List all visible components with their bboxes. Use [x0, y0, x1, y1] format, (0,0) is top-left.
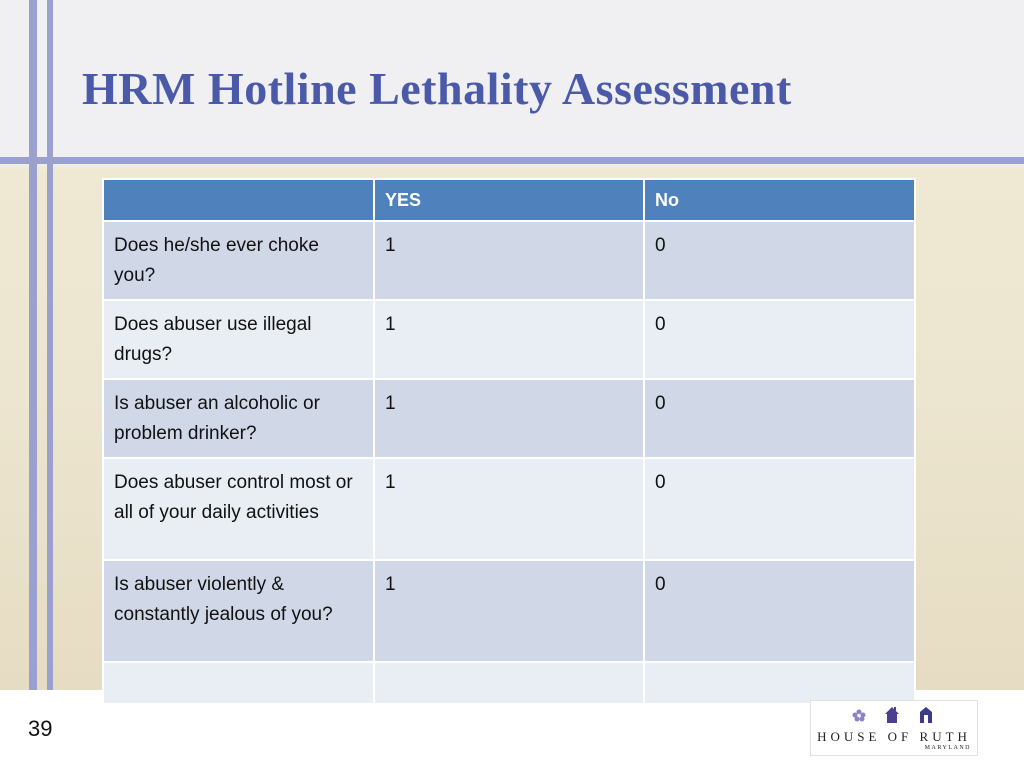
yes-cell: 1	[374, 379, 644, 458]
question-cell: Does he/she ever choke you?	[103, 221, 374, 300]
flower-icon	[853, 710, 866, 722]
yes-cell: 1	[374, 300, 644, 379]
logo-subtitle: MARYLAND	[924, 745, 971, 751]
header-cell-yes: YES	[374, 179, 644, 221]
question-cell: Does abuser use illegal drugs?	[103, 300, 374, 379]
vertical-accent-bar-left	[29, 0, 37, 690]
table-header-row	[103, 179, 915, 221]
logo-icons	[811, 704, 977, 726]
yes-cell: 1	[374, 560, 644, 662]
table-row-empty	[103, 662, 915, 704]
yes-cell: 1	[374, 458, 644, 560]
question-cell: Is abuser violently & constantly jealous of you?	[103, 560, 374, 662]
no-cell: 0	[644, 221, 915, 300]
question-cell: Does abuser control most or all of your daily activities	[103, 458, 374, 560]
header-cell-question	[103, 179, 374, 221]
table-row	[103, 458, 915, 560]
horizontal-accent-bar	[0, 157, 1024, 164]
table-row	[103, 300, 915, 379]
header-cell-no: No	[644, 179, 915, 221]
table-row	[103, 221, 915, 300]
yes-cell	[374, 662, 644, 704]
house-icon	[885, 707, 899, 723]
question-cell: Is abuser an alcoholic or problem drinker?	[103, 379, 374, 458]
no-cell: 0	[644, 560, 915, 662]
slide-title: HRM Hotline Lethality Assessment	[82, 63, 792, 114]
vertical-accent-bar-right	[47, 0, 53, 690]
question-cell	[103, 662, 374, 704]
door-icon	[920, 707, 932, 723]
no-cell: 0	[644, 379, 915, 458]
page-number: 39	[28, 716, 53, 741]
no-cell	[644, 662, 915, 704]
no-cell: 0	[644, 300, 915, 379]
yes-cell: 1	[374, 221, 644, 300]
table-row	[103, 379, 915, 458]
table-row	[103, 560, 915, 662]
no-cell: 0	[644, 458, 915, 560]
logo-wordmark: HOUSE OF RUTH	[817, 729, 971, 744]
house-of-ruth-logo	[810, 700, 978, 756]
assessment-table	[102, 178, 916, 705]
